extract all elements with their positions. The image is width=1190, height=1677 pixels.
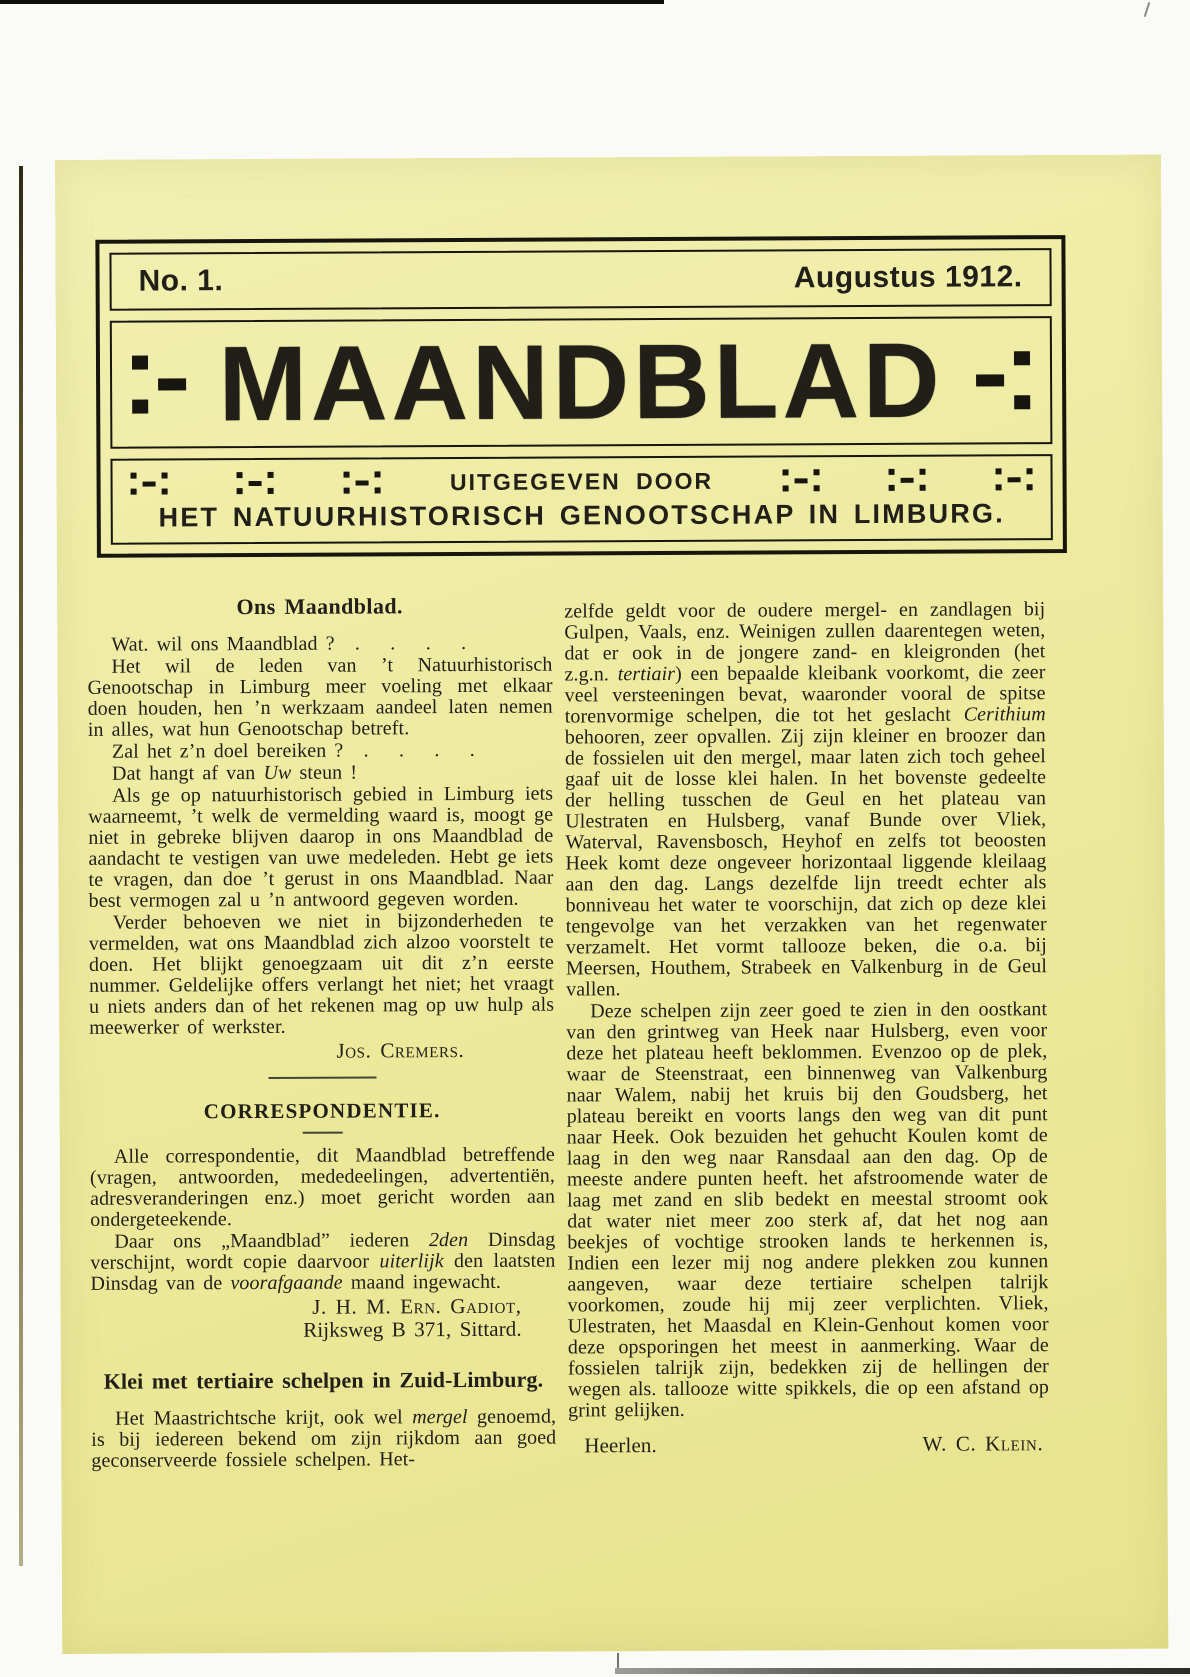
scan-artifact-bottom-line (615, 1668, 1190, 1674)
masthead (95, 235, 1067, 558)
footer-place: Heerlen. (584, 1433, 657, 1458)
scan-artifact-top-line (0, 0, 664, 4)
divider-ornament-icon (783, 469, 820, 491)
article-heading-correspondentie: CORRESPONDENTIE. (203, 1098, 441, 1124)
title-ornament-left-icon (132, 355, 196, 413)
title-ornament-right-icon (966, 351, 1030, 409)
publisher-line-1 (127, 466, 1037, 497)
article-footer (568, 1433, 1049, 1456)
issue-number: No. 1. (138, 264, 224, 298)
publisher-name: HET NATUURHISTORISCH GENOOTSCHAP IN LIMBURG. (158, 497, 1005, 532)
magazine-title: MAANDBLAD (218, 321, 944, 444)
paragraph: zelfde geldt voor de oudere mergel- en zandlagen bij Gulpen, Vaals, enz. Weinigen zullen daarentegen weten, dat er ook in de jongere zand- en kleigronden (het z.g.n. tertiair) een bepaalde kleibank voorkomt, die zeer veel versteeningen bevat, waaronder vooral de spitse torenvormige schelpen, die tot het geslacht Cerithium behooren, zeer opvallen. Zij zijn kleiner en broozer dan de fossielen uit den mergel, maar laten zich toch geheel gaaf uit de losse klei halen. In het bovenste gedeelte der helling tusschen de Geul en het plateau van Ulestraten en Hulsberg, vanaf Bunde over Vliek, Waterval, Ravensbosch, Heyhof en zelfs tot beoosten Heek komt deze ongeveer horizontaal liggende kleilaag aan den dag. Langs dezelfde lijn treedt echter als bonniveau het water te voorschijn, dat zich op deze klei tengevolge van het verzakken van het regenwater verzamelt. Het vormt tallooze beken, die o.a. bij Meersen, Houthem, Strabeek en Valkenburg in de Geul vallen. (564, 598, 1048, 1001)
issue-date: Augustus 1912. (793, 260, 1023, 295)
signature-address: Rijksweg B 371, Sittard. (303, 1316, 522, 1342)
paragraph: Verder behoeven we niet in bijzonderheden te vermelden, wat ons Maandblad zich alzoo voorstelt te doen. Het blijkt genoegzaam uit dit z’n eerste nummer. Geldelijke offers verlangt het niet; het vraagt u niets anders dan of het rekenen mag op uw hulp als meewerker of werkster. (88, 909, 555, 1039)
divider-ornament-icon (995, 468, 1032, 490)
paragraph: Zal het z’n doel bereiken ? . . . . (111, 738, 475, 763)
divider-ornament-icon (237, 472, 274, 494)
divider-ornament-icon (131, 472, 168, 494)
left-column (87, 593, 556, 1472)
paragraph: Deze schelpen zijn zeer goed te zien in den oostkant van den grintweg van Heek naar Hulsberg, even voor deze het plateau heeft beklommen. Evenzoo op de plek, waar de Steenstraat, een binnenweg van Valkenburg naar Walem, nabij het kruis bij den Goudsberg, het plateau bereikt en voorts langs den weg van dit punt naar Heek. Ook bezuiden het gehucht Koulen komt de laag in den weg naar Ransdaal aan den dag. Op de meeste andere punten heeft. het afstroomende water de laag met zand en slib bedekt en meestal stroomt ook dat water niet meer zoo sterk af, dat het nog aan beekjes of vochtige strooken lands te herkennen is, Indien een lezer mij nog andere plekken zou kunnen aangeven, waar deze tertiaire schelpen talrijk voorkomen, zoude hij mij zeer verplichten. Vliek, Ulestraten, het Maasdal en Klein-Genhout komen voor deze opsporingen het meest in aanmerking. Waar de fossielen talrijk zijn, bedekken zij de hellingen der wegen als. tallooze witte spikkels, die op een afstand op grint gelijken. (566, 998, 1050, 1422)
paragraph: Als ge op natuurhistorisch gebied in Limburg iets waarneemt, ’t welk de vermelding waard is, moogt ge niet in gebreke blijven daarop in ons Maandblad de aandacht te vestigen van uwe medeleden. Hebt ge iets te vragen, dan doe ’t gerust in ons Maandblad. Naar best vermogen zal u ’n antwoord gegeven worden. (88, 782, 554, 912)
publisher-box (110, 454, 1052, 545)
publisher-text: UITGEGEVEN DOOR (449, 467, 714, 495)
signature-name: J. H. M. Ern. Gadiot, (312, 1293, 522, 1319)
scan-artifact-page-edge-line (19, 166, 23, 1566)
article-heading-klei: Klei met tertiaire schelpen in Zuid-Limburg. (103, 1366, 544, 1394)
divider-ornament-icon (343, 471, 380, 493)
paragraph: Dat hangt af van Uw steun ! (111, 761, 358, 785)
paragraph: Wat. wil ons Maandblad ? . . . . (111, 631, 467, 656)
signature-gadiot (91, 1295, 522, 1343)
section-divider (268, 1076, 376, 1079)
footer-author: W. C. Klein. (922, 1431, 1044, 1456)
paragraph: Het Maastrichtsche krijt, ook wel mergel genoemd, is bij iedereen bekend om zijn rijkdom aan goed geconserveerde fossiele schelpen. Het- (91, 1405, 557, 1472)
signature-cremers: Jos. Cremers. (336, 1038, 465, 1063)
divider-ornament-icon (889, 469, 926, 491)
paragraph: Daar ons „Maandblad” iederen 2den Dinsdag verschijnt, wordt copie daarvoor uiterlijk den laatsten Dinsdag van de voorafgaande maand ingewacht. (90, 1228, 556, 1295)
right-column (564, 599, 1049, 1456)
issue-date-bar (109, 248, 1051, 311)
scan-artifact-bottom-tick (617, 1653, 619, 1668)
paragraph: Alle correspondentie, dit Maandblad betreffende (vragen, antwoorden, mededeelingen, advertentiën, adresveranderingen enz.) moet gericht worden aan ondergeteekende. (89, 1143, 556, 1231)
magazine-page (55, 155, 1168, 1654)
masthead-title-box (110, 316, 1053, 449)
article-heading-ons-maandblad: Ons Maandblad. (236, 593, 403, 620)
paragraph: Het wil de leden van ’t Natuurhistorisch Genootschap in Limburg meer voeling met elkaar doen houden, hen ’n werkzaam aandeel laten nemen in alles, wat hun Genootschap betreft. (87, 653, 553, 741)
scan-artifact-corner-mark (1144, 2, 1151, 17)
heading-divider (302, 1132, 342, 1134)
